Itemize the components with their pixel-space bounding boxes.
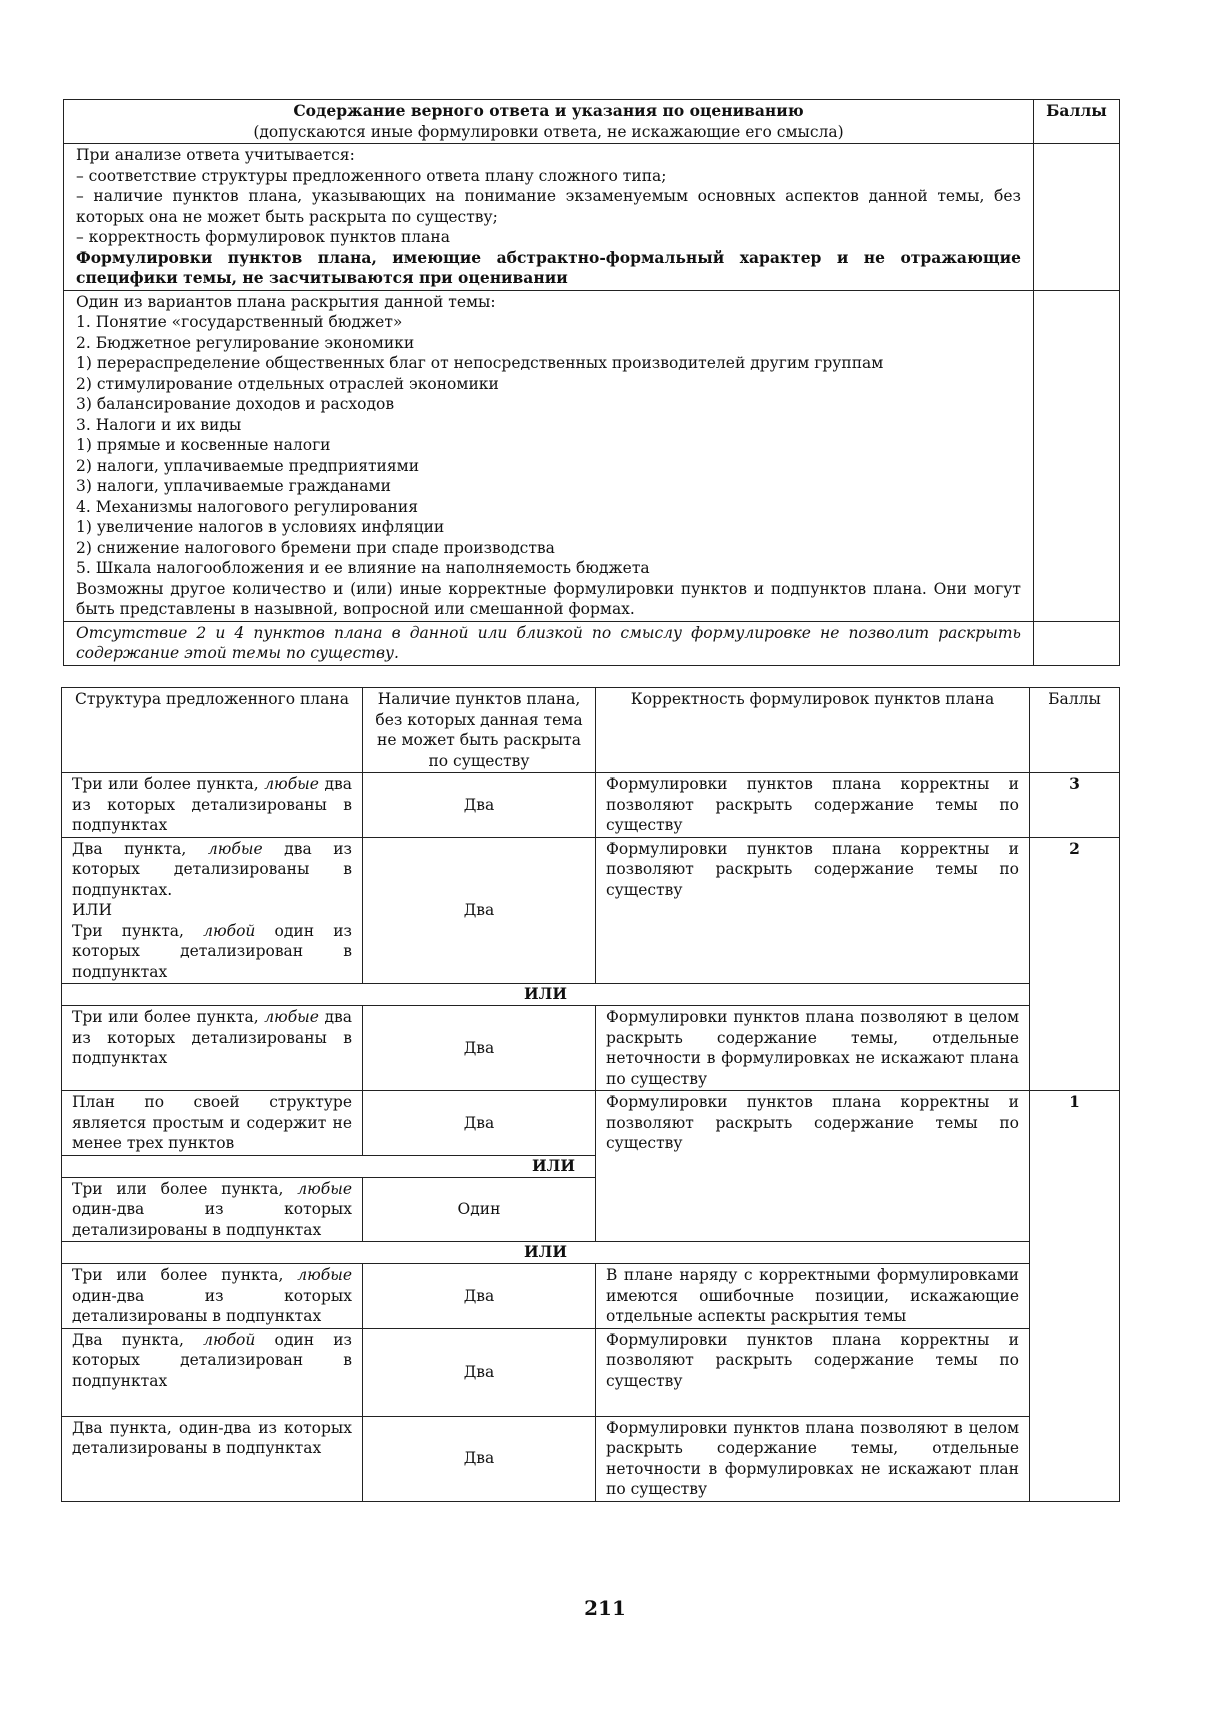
structure-text: Три пункта, bbox=[72, 921, 204, 940]
correctness-cell: Формулировки пунктов плана корректны и позволяют раскрыть содержание темы по существу bbox=[596, 1328, 1030, 1416]
structure-text: Три или более пункта, bbox=[72, 1008, 265, 1026]
correctness-cell: Формулировки пунктов плана позволяют в целом раскрыть содержание темы, отдельные неточности в формулировках не искажают план по существу bbox=[596, 1416, 1030, 1501]
plan-line: 1) перераспределение общественных благ от непосредственных производителей другим группам bbox=[76, 354, 884, 372]
analysis-line: – корректность формулировок пунктов плана bbox=[76, 228, 450, 246]
presence-cell: Два bbox=[363, 773, 596, 838]
correctness-cell: Формулировки пунктов плана корректны и позволяют раскрыть содержание темы по существу bbox=[596, 837, 1030, 984]
structure-text: два из которых детализированы в подпунктах. bbox=[72, 839, 353, 899]
criteria-header-cell bbox=[64, 100, 1034, 144]
plan-line: 5. Шкала налогообложения и ее влияние на наполняемость бюджета bbox=[76, 559, 650, 577]
structure-cell bbox=[62, 837, 363, 984]
empty-points-cell bbox=[1034, 621, 1120, 665]
or-separator: ИЛИ bbox=[62, 1242, 1030, 1264]
analysis-cell bbox=[64, 144, 1034, 291]
plan-line: 2) стимулирование отдельных отраслей экономики bbox=[76, 374, 499, 393]
table-row bbox=[62, 1091, 1120, 1156]
structure-cell bbox=[62, 1264, 363, 1329]
analysis-line: При анализе ответа учитывается: bbox=[76, 146, 355, 164]
structure-header: Структура предложенного плана bbox=[62, 688, 363, 773]
table-row bbox=[62, 1328, 1120, 1416]
presence-cell: Два bbox=[363, 1264, 596, 1329]
correctness-cell: Формулировки пунктов плана корректны и позволяют раскрыть содержание темы по существу bbox=[596, 1091, 1030, 1242]
structure-text: один-два из которых детализированы в подпунктах bbox=[72, 1200, 352, 1239]
correctness-cell: Формулировки пунктов плана позволяют в целом раскрыть содержание темы, отдельные неточности в формулировках не искажают плана по существу bbox=[596, 1006, 1030, 1091]
plan-line: 1. Понятие «государственный бюджет» bbox=[76, 313, 403, 331]
structure-text: Три или более пункта, bbox=[72, 775, 265, 793]
plan-line: 2. Бюджетное регулирование экономики bbox=[76, 333, 415, 352]
presence-cell: Два bbox=[363, 1328, 596, 1416]
points-header: Баллы bbox=[1030, 688, 1120, 773]
plan-line: 2) налоги, уплачиваемые предприятиями bbox=[76, 456, 420, 475]
plan-cell bbox=[64, 290, 1034, 621]
points-cell: 2 bbox=[1030, 837, 1120, 1091]
or-row bbox=[62, 984, 1120, 1006]
structure-text: два из которых детализированы в подпунктах bbox=[72, 1008, 352, 1067]
points-header: Баллы bbox=[1034, 100, 1120, 144]
presence-header: Наличие пунктов плана, без которых данная тема не может быть раскрыта по существу bbox=[363, 688, 596, 773]
criteria-header-row bbox=[64, 100, 1120, 144]
structure-text: один-два из которых детализированы в подпунктах bbox=[72, 1286, 352, 1325]
or-separator: ИЛИ bbox=[62, 984, 1030, 1006]
note-row bbox=[64, 621, 1120, 665]
empty-points-cell bbox=[1034, 290, 1120, 621]
plan-line: 2) снижение налогового бремени при спаде производства bbox=[76, 538, 555, 557]
presence-cell: Два bbox=[363, 1091, 596, 1156]
plan-line: 1) прямые и косвенные налоги bbox=[76, 436, 331, 454]
structure-text: любые bbox=[264, 775, 319, 793]
plan-line: 1) увеличение налогов в условиях инфляции bbox=[76, 518, 445, 536]
analysis-line: – наличие пунктов плана, указывающих на понимание экзаменуемым основных аспектов данной темы, без которых она не может быть раскрыта по существу; bbox=[76, 187, 1021, 226]
structure-text: один из которых детализирован в подпунктах bbox=[72, 921, 352, 981]
plan-line: 3) налоги, уплачиваемые гражданами bbox=[76, 477, 391, 495]
points-cell: 3 bbox=[1030, 773, 1120, 838]
points-cell: 1 bbox=[1030, 1091, 1120, 1502]
presence-cell: Один bbox=[363, 1177, 596, 1242]
plan-line: Один из вариантов плана раскрытия данной темы: bbox=[76, 292, 496, 311]
plan-line: 4. Механизмы налогового регулирования bbox=[76, 497, 418, 516]
structure-text: Три или более пункта, bbox=[72, 1179, 298, 1198]
correctness-cell: Формулировки пунктов плана корректны и позволяют раскрыть содержание темы по существу bbox=[596, 773, 1030, 838]
structure-text: Два пункта, bbox=[72, 1330, 204, 1349]
table-row bbox=[62, 1006, 1120, 1091]
structure-text: любые bbox=[297, 1179, 352, 1198]
structure-cell: Два пункта, один-два из которых детализированы в подпунктах bbox=[62, 1416, 363, 1501]
structure-cell bbox=[62, 773, 363, 838]
structure-cell bbox=[62, 1177, 363, 1242]
structure-text: любые bbox=[297, 1266, 352, 1284]
structure-text: любые bbox=[264, 1008, 319, 1026]
criteria-header-subtitle: (допускаются иные формулировки ответа, не искажающие его смысла) bbox=[253, 122, 844, 141]
plan-line: 3. Налоги и их виды bbox=[76, 415, 242, 434]
or-label: ИЛИ bbox=[72, 901, 112, 919]
plan-line: Возможны другое количество и (или) иные корректные формулировки пунктов и подпунктов плана. Они могут быть представлены в назывной, вопросной или смешанной формах. bbox=[76, 579, 1021, 618]
structure-text: один из которых детализирован в подпунктах bbox=[72, 1330, 352, 1390]
or-separator: ИЛИ bbox=[62, 1155, 596, 1177]
structure-cell bbox=[62, 1328, 363, 1416]
analysis-bold-note: Формулировки пунктов плана, имеющие абстрактно-формальный характер и не отражающие специфики темы, не засчитываются при оценивании bbox=[76, 247, 1021, 287]
empty-points-cell bbox=[1034, 144, 1120, 291]
table-row bbox=[62, 1416, 1120, 1501]
structure-text: два из которых детализированы в подпунктах bbox=[72, 775, 352, 834]
presence-cell: Два bbox=[363, 1416, 596, 1501]
table-row bbox=[62, 837, 1120, 984]
table-row bbox=[62, 1264, 1120, 1329]
structure-text: любой bbox=[203, 921, 256, 940]
analysis-line: – соответствие структуры предложенного ответа плану сложного типа; bbox=[76, 166, 667, 185]
plan-line: 3) балансирование доходов и расходов bbox=[76, 395, 395, 413]
table-row bbox=[62, 773, 1120, 838]
analysis-row bbox=[64, 144, 1120, 291]
page-number: 211 bbox=[584, 1596, 626, 1620]
correctness-header: Корректность формулировок пунктов плана bbox=[596, 688, 1030, 773]
italic-note: Отсутствие 2 и 4 пунктов плана в данной или близкой по смыслу формулировке не позволит раскрыть содержание этой темы по существу. bbox=[64, 621, 1034, 665]
structure-text: любой bbox=[203, 1330, 256, 1349]
criteria-header-title: Содержание верного ответа и указания по оцениванию bbox=[293, 101, 804, 120]
scoring-table bbox=[61, 687, 1120, 1502]
presence-cell: Два bbox=[363, 837, 596, 984]
structure-cell bbox=[62, 1006, 363, 1091]
structure-text: любые bbox=[207, 839, 263, 858]
plan-row bbox=[64, 290, 1120, 621]
presence-cell: Два bbox=[363, 1006, 596, 1091]
structure-cell: План по своей структуре является простым и содержит не менее трех пунктов bbox=[62, 1091, 363, 1156]
structure-text: Два пункта, bbox=[72, 839, 208, 858]
criteria-table bbox=[63, 99, 1120, 666]
correctness-cell: В плане наряду с корректными формулировками имеются ошибочные позиции, искажающие отдельные аспекты раскрытия темы bbox=[596, 1264, 1030, 1329]
or-row bbox=[62, 1242, 1120, 1264]
scoring-header-row bbox=[62, 688, 1120, 773]
structure-text: Три или более пункта, bbox=[72, 1266, 298, 1284]
